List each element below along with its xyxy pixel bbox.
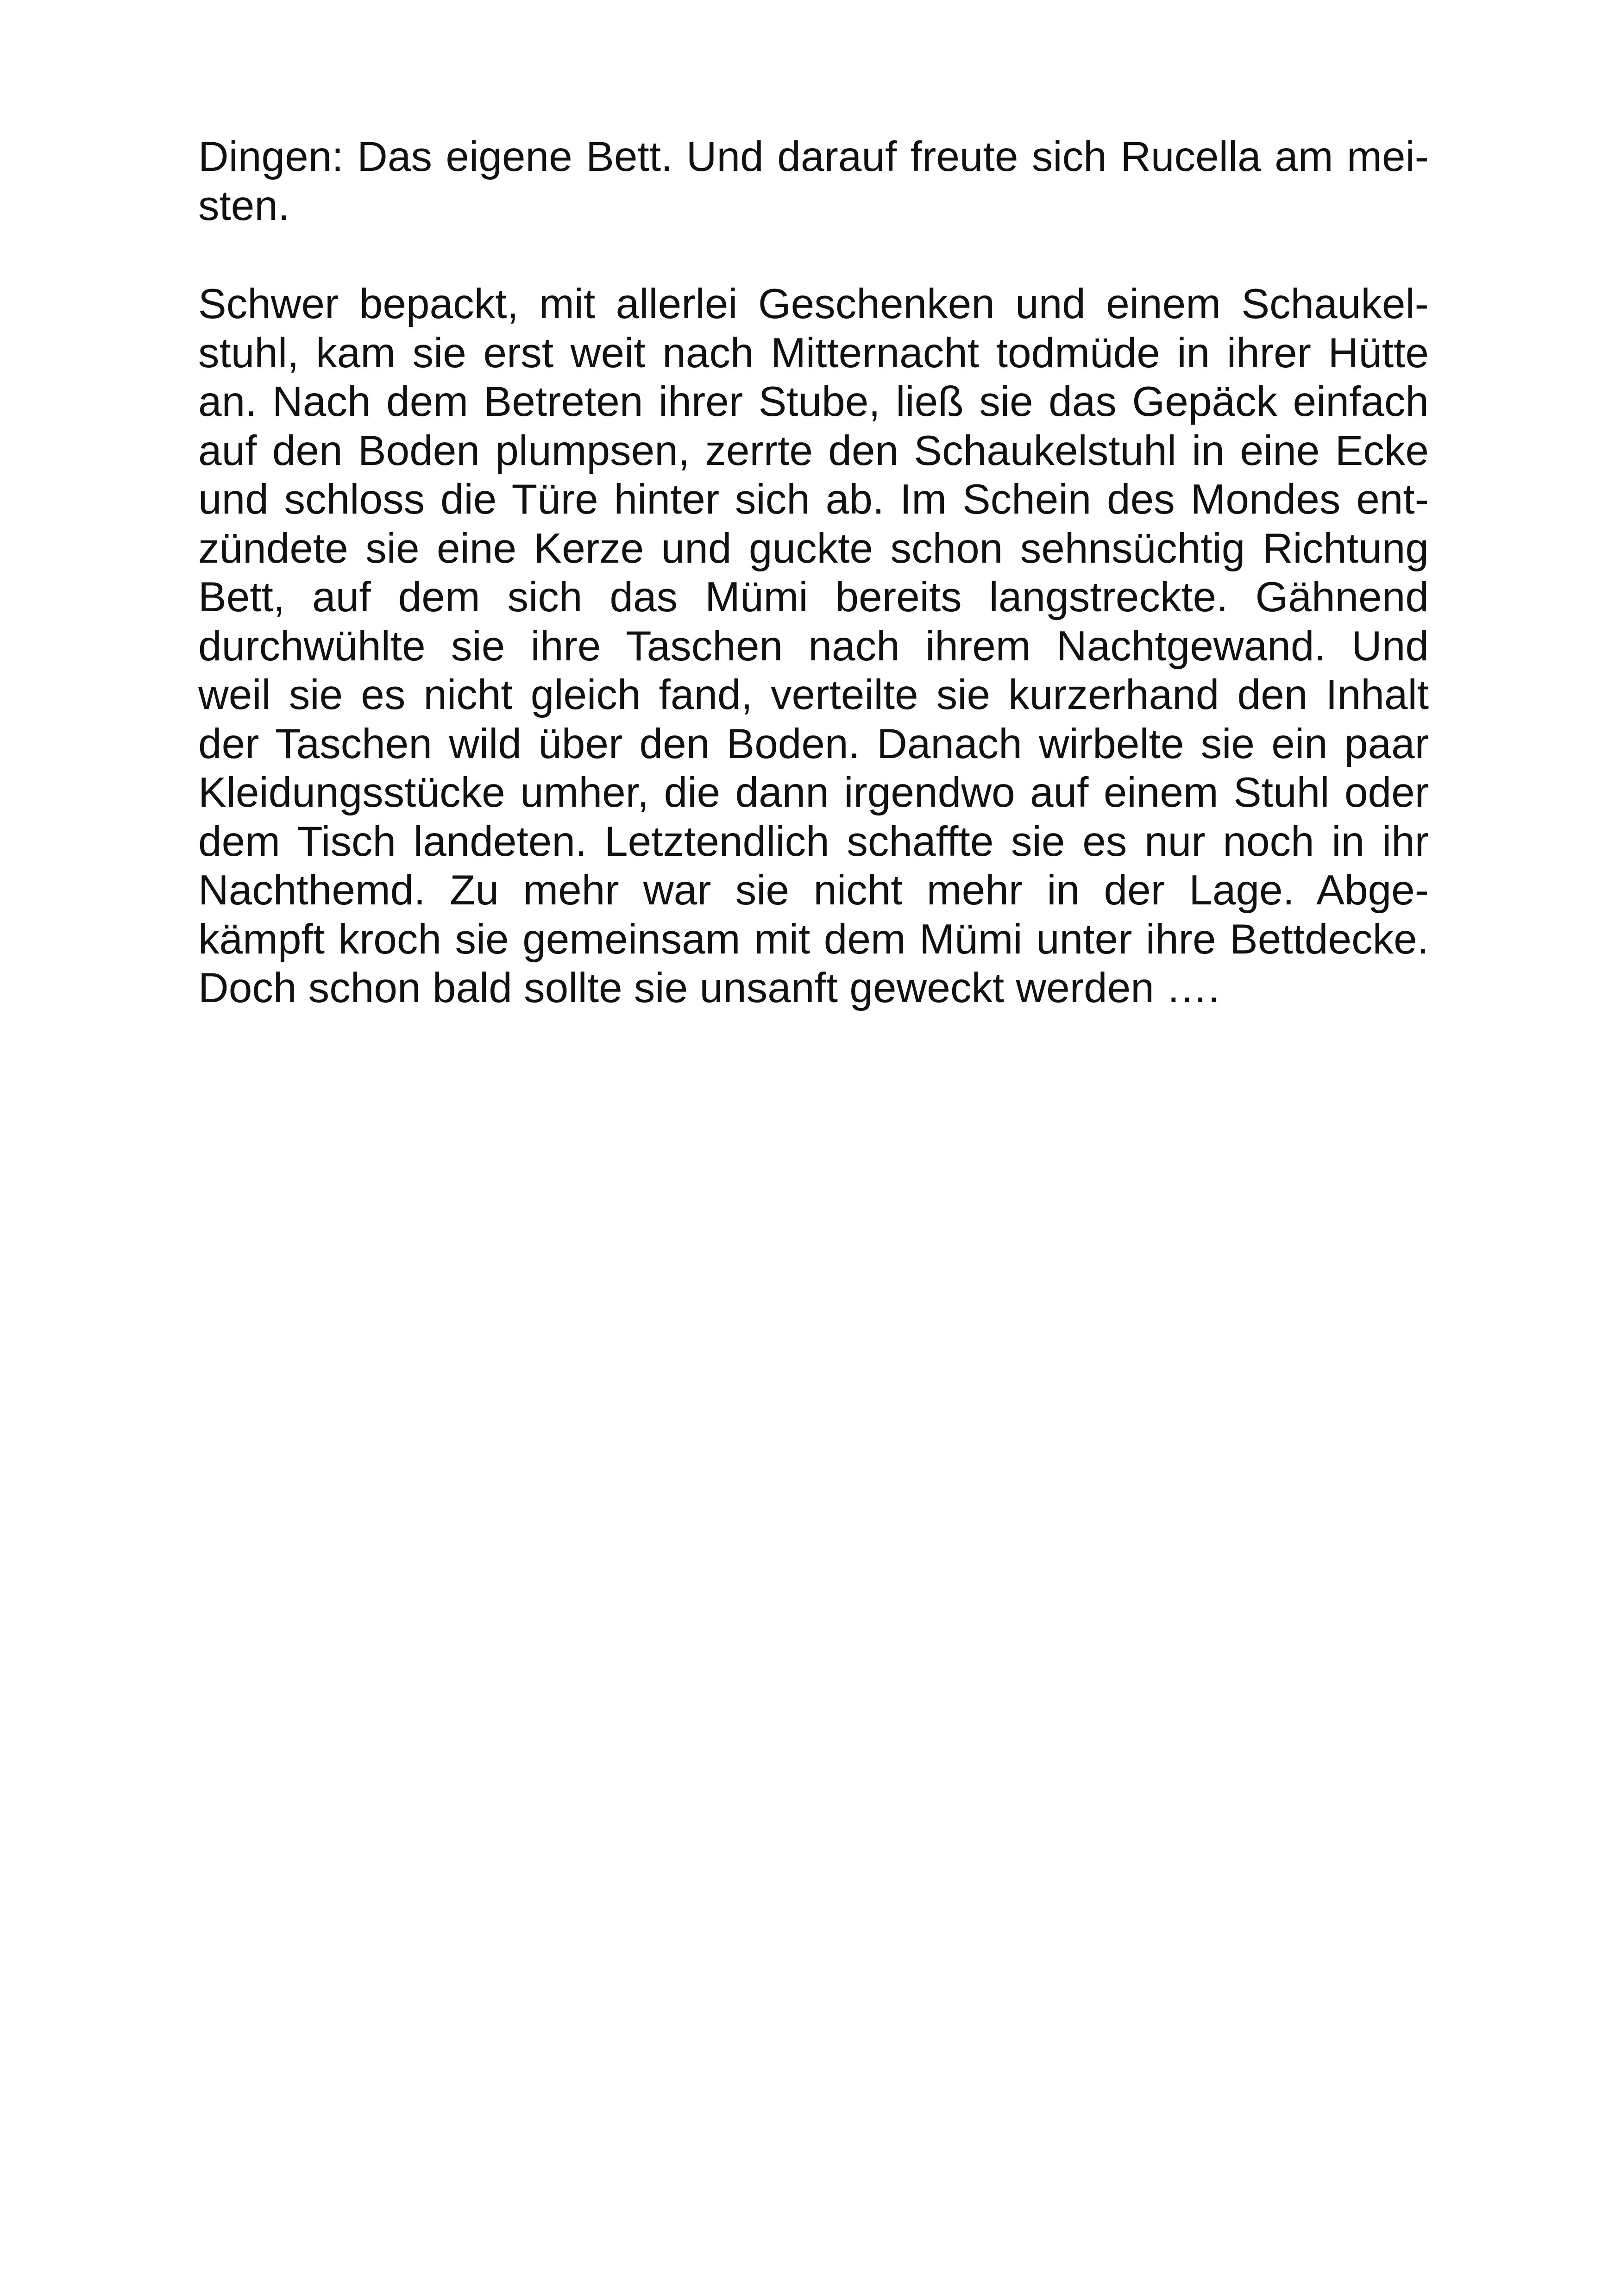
text-line: Dingen: Das eigene Bett. Und darauf freute sich Rucella am mei- [198,133,1429,180]
text-line: sten. [198,182,290,229]
text-line: der Taschen wild über den Boden. Danach wirbelte sie ein paar [198,720,1429,767]
text-line: Bett, auf dem sich das Mümi bereits langstreckte. Gähnend [198,574,1429,621]
text-line: weil sie es nicht gleich fand, verteilte sie kurzerhand den Inhalt [198,671,1429,718]
text-line: dem Tisch landeten. Letztendlich schaffte sie es nur noch in ihr [198,818,1429,865]
text-line: stuhl, kam sie erst weit nach Mitternacht todmüde in ihrer Hütte [198,329,1429,376]
text-line: zündete sie eine Kerze und guckte schon sehnsüchtig Richtung [198,525,1429,572]
text-line: an. Nach dem Betreten ihrer Stube, ließ sie das Gepäck einfach [198,378,1429,425]
text-line: auf den Boden plumpsen, zerrte den Schaukelstuhl in eine Ecke [198,427,1429,474]
text-line: und schloss die Türe hinter sich ab. Im Schein des Mondes ent- [198,476,1429,523]
paragraph-1 [198,132,1429,230]
text-line: Kleidungsstücke umher, die dann irgendwo auf einem Stuhl oder [198,769,1429,816]
paragraph-2 [198,280,1429,1013]
text-line: Nachthemd. Zu mehr war sie nicht mehr in der Lage. Abge- [198,867,1429,914]
text-line: kämpft kroch sie gemeinsam mit dem Mümi unter ihre Bettdecke. [198,916,1429,963]
text-line: Schwer bepackt, mit allerlei Geschenken und einem Schaukel- [198,281,1429,327]
text-line: durchwühlte sie ihre Taschen nach ihrem Nachtgewand. Und [198,622,1429,670]
text-line: Doch schon bald sollte sie unsanft geweckt werden …. [198,965,1220,1011]
